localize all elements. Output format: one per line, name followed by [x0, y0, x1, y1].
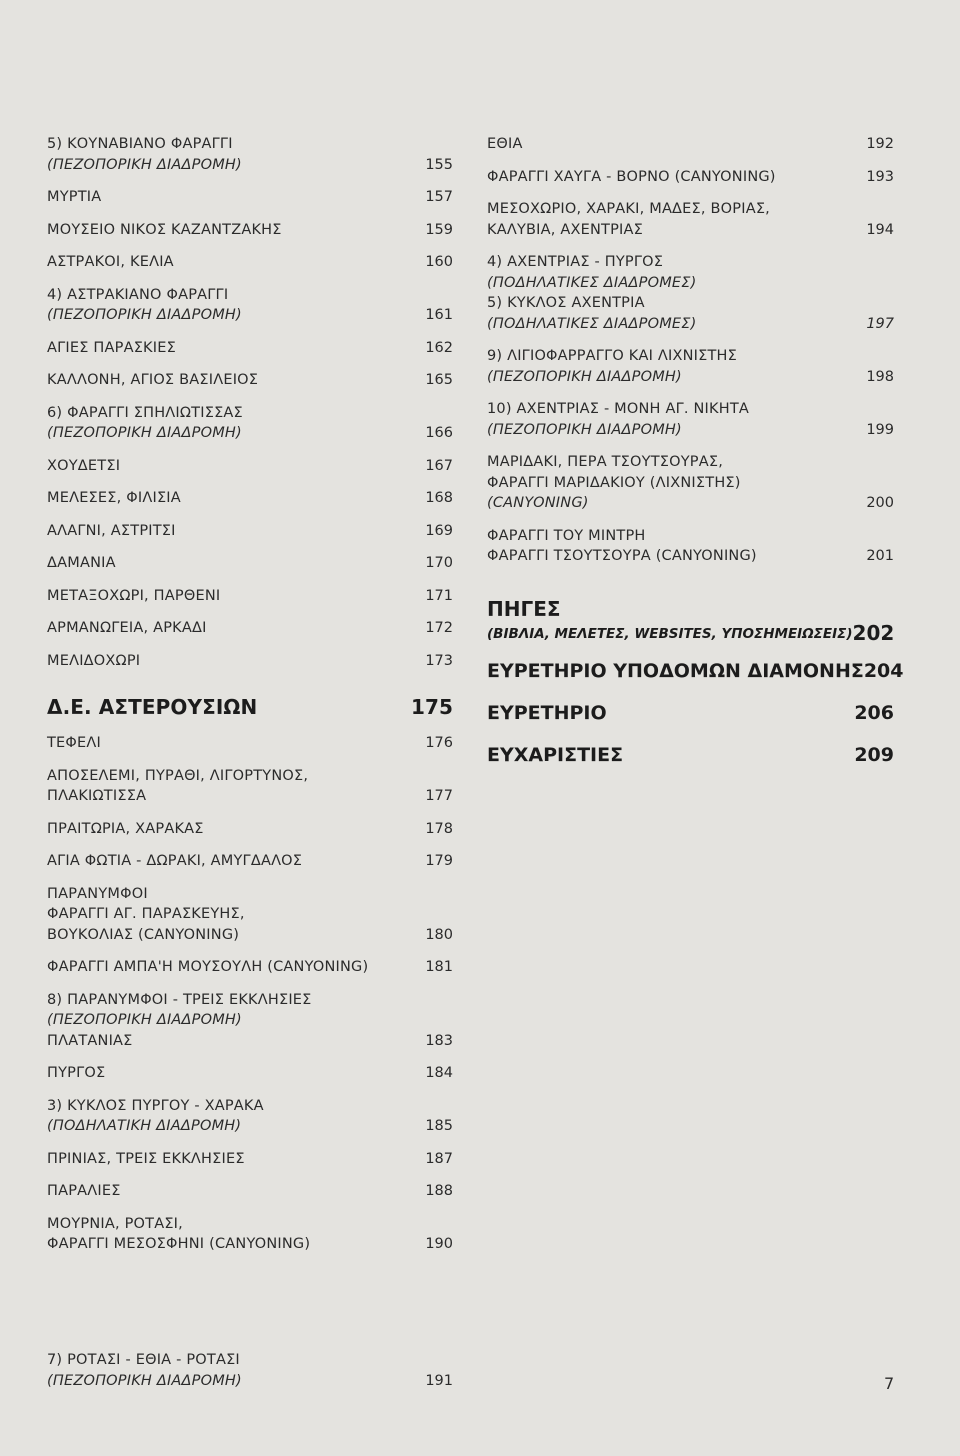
toc-entry-line: ΠΑΡΑΝΥΜΦΟΙ [47, 885, 148, 902]
index-entry-page: 206 [854, 701, 894, 724]
toc-entry-title [47, 1149, 245, 1170]
toc-entry-title [47, 1214, 310, 1255]
toc-entry-page: 157 [425, 189, 453, 205]
toc-entry-page: 166 [425, 425, 453, 441]
toc-entry-title [47, 884, 245, 946]
index-entry-page: 209 [854, 743, 894, 766]
toc-entry [47, 618, 453, 639]
toc-entry-page: 181 [425, 959, 453, 975]
toc-entry-line: (ΠΕΖΟΠΟΡΙΚΗ ΔΙΑΔΡΟΜΗ) [47, 425, 242, 441]
toc-entry [47, 851, 453, 872]
toc-entry-line: (CANYONING) [487, 495, 589, 511]
index-entry-title: ΕΥΧΑΡΙΣΤΙΕΣ [487, 743, 624, 766]
toc-entry-line: 4) ΑΧΕΝΤΡΙΑΣ - ΠΥΡΓΟΣ [487, 254, 664, 270]
toc-entry-line: 7) ΡΟΤΑΣΙ - ΕΘΙΑ - ΡΟΤΑΣΙ [47, 1352, 240, 1368]
toc-entry-line: (ΠΕΖΟΠΟΡΙΚΗ ΔΙΑΔΡΟΜΗ) [47, 1012, 242, 1028]
toc-entry-title [47, 695, 257, 719]
toc-entry-line: ΕΘΙΑ [487, 136, 523, 152]
toc-entry [47, 766, 453, 807]
toc-entry-title [47, 1063, 105, 1084]
toc-entry-title [487, 199, 770, 240]
toc-entry [487, 252, 894, 334]
toc-entry-title [47, 488, 181, 509]
toc-entry [47, 733, 453, 754]
toc-entry [47, 456, 453, 477]
toc-entry-line: ΜΥΡΤΙΑ [47, 189, 102, 205]
toc-entry-line: ΜΕΣΟΧΩΡΙΟ, ΧΑΡΑΚΙ, ΜΑΔΕΣ, ΒΟΡΙΑΣ, [487, 201, 770, 217]
toc-entry-page: 172 [425, 620, 453, 636]
toc-entry-title [487, 452, 741, 514]
toc-entry-line: ΑΛΑΓΝΙ, ΑΣΤΡΙΤΣΙ [47, 522, 176, 539]
toc-entry-page: 194 [866, 221, 894, 238]
toc-entry [47, 990, 453, 1052]
sources-page: 202 [852, 620, 895, 645]
toc-entry-line: 10) ΑΧΕΝΤΡΙΑΣ - ΜΟΝΗ ΑΓ. ΝΙΚΗΤΑ [487, 401, 749, 417]
toc-entry-line: 3) ΚΥΚΛΟΣ ΠΥΡΓΟΥ - ΧΑΡΑΚΑ [47, 1097, 264, 1114]
toc-entry-line: ΜΟΥΡΝΙΑ, ΡΟΤΑΣΙ, [47, 1215, 183, 1232]
toc-entry [47, 220, 453, 241]
toc-entry-page: 165 [425, 372, 453, 388]
toc-entry-line: ΠΑΡΑΛΙΕΣ [47, 1183, 121, 1199]
toc-entry-line: ΦΑΡΑΓΓΙ ΑΜΠΑ'Η ΜΟΥΣΟΥΛΗ (CANYONING) [47, 959, 369, 975]
section-heading [47, 695, 453, 719]
toc-entry-page: 175 [410, 695, 453, 719]
toc-entry-line: ΑΡΜΑΝΩΓΕΙΑ, ΑΡΚΑΔΙ [47, 620, 207, 636]
toc-entry-title [47, 134, 242, 175]
toc-entry [47, 884, 453, 946]
toc-entry-page: 200 [866, 495, 894, 511]
toc-entry-line: ΚΑΛΛΟΝΗ, ΑΓΙΟΣ ΒΑΣΙΛΕΙΟΣ [47, 372, 259, 388]
toc-entry-page: 177 [425, 788, 453, 804]
toc-entry-page: 159 [425, 221, 453, 238]
toc-entry-line: 4) ΑΣΤΡΑΚΙΑΝΟ ΦΑΡΑΓΓΙ [47, 286, 229, 303]
toc-entry-page: 155 [425, 156, 453, 173]
toc-entry-line: ΑΓΙΑ ΦΩΤΙΑ - ΔΩΡΑΚΙ, ΑΜΥΓΔΑΛΟΣ [47, 853, 303, 869]
toc-entry-page: 198 [866, 368, 894, 385]
toc-entry-line: ΑΠΟΣΕΛΕΜΙ, ΠΥΡΑΘΙ, ΛΙΓΟΡΤΥΝΟΣ, [47, 767, 309, 784]
toc-entry-title [47, 220, 282, 241]
toc-entry-page: 183 [425, 1032, 453, 1049]
index-entry [487, 701, 894, 725]
toc-entry-page: 161 [425, 307, 453, 323]
toc-entry-line: 8) ΠΑΡΑΝΥΜΦΟΙ - ΤΡΕΙΣ ΕΚΚΛΗΣΙΕΣ [47, 991, 312, 1008]
toc-entry [487, 399, 894, 440]
toc-entry-page: 199 [866, 421, 894, 438]
sources-section [487, 597, 894, 645]
toc-entry [47, 285, 453, 326]
toc-entry-line: (ΠΕΖΟΠΟΡΙΚΗ ΔΙΑΔΡΟΜΗ) [487, 368, 682, 385]
toc-entry-line: (ΠΕΖΟΠΟΡΙΚΗ ΔΙΑΔΡΟΜΗ) [47, 1372, 242, 1389]
toc-entry [47, 521, 453, 542]
toc-entry-page: 173 [425, 652, 453, 669]
toc-entry-line: ΦΑΡΑΓΓΙ ΤΟΥ ΜΙΝΤΡΗ [487, 527, 646, 544]
toc-entry [47, 1181, 453, 1202]
toc-entry [47, 1350, 453, 1391]
toc-entry-title [47, 957, 368, 978]
toc-entry-line: ΠΡΙΝΙΑΣ, ΤΡΕΙΣ ΕΚΚΛΗΣΙΕΣ [47, 1150, 245, 1167]
toc-entry-line: ΠΛΑΤΑΝΙΑΣ [47, 1032, 133, 1049]
toc-entry-line: (ΠΟΔΗΛΑΤΙΚΕΣ ΔΙΑΔΡΟΜΕΣ) [487, 315, 697, 332]
toc-entry-page: 187 [425, 1150, 453, 1167]
toc-entry-title [47, 819, 204, 840]
toc-entry-page: 191 [425, 1372, 453, 1389]
toc-entry-title [47, 586, 220, 607]
toc-entry-title [47, 618, 207, 639]
sources-subtitle: (ΒΙΒΛΙΑ, ΜΕΛΕΤΕΣ, WEBSITES, ΥΠΟΣΗΜΕΙΩΣΕΙΣ) [487, 625, 853, 642]
index-entry [487, 743, 894, 767]
toc-entry-line: ΜΟΥΣΕΙΟ ΝΙΚΟΣ ΚΑΖΑΝΤΖΑΚΗΣ [47, 221, 282, 238]
toc-entry-line: ΒΟΥΚΟΛΙΑΣ (CANYONING) [47, 926, 240, 943]
toc-entry [47, 134, 453, 175]
toc-entry [47, 488, 453, 509]
toc-entry-line: ΑΓΙΕΣ ΠΑΡΑΣΚΙΕΣ [47, 339, 176, 356]
page-number: 7 [884, 1374, 895, 1393]
toc-entry [487, 199, 894, 240]
toc-entry-line: 5) ΚΟΥΝΑΒΙΑΝΟ ΦΑΡΑΓΓΙ [47, 136, 233, 152]
toc-entry-title [47, 1350, 242, 1391]
toc-entry-page: 171 [425, 587, 453, 604]
toc-entry-title [487, 346, 737, 387]
toc-entry-line: ΠΡΑΙΤΩΡΙΑ, ΧΑΡΑΚΑΣ [47, 820, 204, 837]
toc-entry-page: 193 [866, 168, 894, 185]
toc-entry-page: 201 [866, 548, 894, 564]
toc-entry-title [47, 252, 174, 273]
toc-entry-line: ΑΣΤΡΑΚΟΙ, ΚΕΛΙΑ [47, 254, 174, 270]
toc-entry-line: ΦΑΡΑΓΓΙ ΜΕΣΟΣΦΗΝΙ (CANYONING) [47, 1236, 311, 1252]
toc-entry-title [487, 399, 749, 440]
toc-entry-line: ΧΟΥΔΕΤΣΙ [47, 457, 121, 474]
toc-entry [47, 187, 453, 208]
toc-entry [47, 1063, 453, 1084]
toc-entry-title [47, 1181, 121, 1202]
toc-entry-line: ΠΛΑΚΙΩΤΙΣΣΑ [47, 788, 147, 804]
toc-entry-page: 170 [425, 555, 453, 571]
toc-entry-line: (ΠΕΖΟΠΟΡΙΚΗ ΔΙΑΔΡΟΜΗ) [47, 156, 242, 173]
toc-entry [487, 452, 894, 514]
toc-entry-line: 9) ΛΙΓΙΟΦΑΡΡΑΓΓΟ ΚΑΙ ΛΙΧΝΙΣΤΗΣ [487, 348, 738, 364]
toc-entry-title [47, 766, 308, 807]
toc-entry-line: 6) ΦΑΡΑΓΓΙ ΣΠΗΛΙΩΤΙΣΣΑΣ [47, 404, 243, 421]
toc-entry-title [47, 733, 101, 754]
toc-entry-line: 5) ΚΥΚΛΟΣ ΑΧΕΝΤΡΙΑ [487, 295, 645, 311]
toc-entry-page: 176 [425, 735, 453, 751]
toc-entry-title [487, 167, 776, 188]
toc-entry-title [47, 651, 140, 672]
toc-entry [487, 167, 894, 188]
toc-entry-line: ΜΕΛΕΣΕΣ, ΦΙΛΙΣΙΑ [47, 490, 181, 506]
toc-entry-page: 184 [425, 1065, 453, 1081]
toc-entry-page: 190 [425, 1236, 453, 1252]
toc-entry-page: 167 [425, 457, 453, 474]
toc-entry-line: ΦΑΡΑΓΓΙ ΤΣΟΥΤΣΟΥΡΑ (CANYONING) [487, 548, 757, 564]
toc-entry-title [47, 338, 176, 359]
toc-entry-line: ΤΕΦΕΛΙ [47, 735, 101, 751]
toc-left-bottom [47, 1350, 453, 1403]
toc-entry-title [47, 285, 242, 326]
toc-entry-title [47, 851, 302, 872]
toc-left-column [47, 134, 453, 1267]
toc-entry-line: ΦΑΡΑΓΓΙ ΧΑΥΓΑ - ΒΟΡΝΟ (CANYONING) [487, 168, 776, 185]
toc-entry [487, 346, 894, 387]
toc-entry [47, 403, 453, 444]
toc-entry-page: 192 [866, 136, 894, 152]
toc-entry-line: ΔΑΜΑΝΙΑ [47, 555, 116, 571]
toc-entry [47, 1096, 453, 1137]
toc-entry-title [487, 526, 757, 567]
toc-entry-page: 162 [425, 339, 453, 356]
toc-entry [47, 586, 453, 607]
toc-entry-title [47, 553, 116, 574]
toc-right-entries [487, 134, 894, 567]
toc-entry-line: ΠΥΡΓΟΣ [47, 1065, 106, 1081]
toc-entry-page: 169 [425, 522, 453, 539]
toc-entry-line: ΦΑΡΑΓΓΙ ΜΑΡΙΔΑΚΙΟΥ (ΛΙΧΝΙΣΤΗΣ) [487, 474, 741, 491]
toc-entry [47, 370, 453, 391]
toc-right-column [487, 134, 904, 785]
index-entry-title: ΕΥΡΕΤΗΡΙΟ ΥΠΟΔΟΜΩΝ ΔΙΑΜΟΝΗΣ [487, 659, 864, 682]
toc-entry-line: (ΠΟΔΗΛΑΤΙΚΕΣ ΔΙΑΔΡΟΜΕΣ) [487, 274, 697, 291]
toc-entry-title [47, 456, 120, 477]
toc-entry-title [47, 403, 243, 444]
toc-entry-page: 168 [425, 490, 453, 506]
toc-entry [47, 819, 453, 840]
toc-entry-title [47, 521, 176, 542]
toc-entry-page: 179 [425, 853, 453, 869]
toc-index-entries [487, 659, 904, 767]
toc-entry-line: ΦΑΡΑΓΓΙ ΑΓ. ΠΑΡΑΣΚΕΥΗΣ, [47, 906, 245, 922]
toc-entry-page: 178 [425, 820, 453, 837]
toc-entry-title [47, 370, 258, 391]
toc-entry-page: 185 [425, 1118, 453, 1134]
toc-entry-line: (ΠΕΖΟΠΟΡΙΚΗ ΔΙΑΔΡΟΜΗ) [487, 421, 682, 438]
toc-entry [47, 1149, 453, 1170]
toc-entry-title [487, 252, 697, 334]
toc-entry-line: (ΠΕΖΟΠΟΡΙΚΗ ΔΙΑΔΡΟΜΗ) [47, 307, 242, 323]
toc-entry-page: 180 [425, 926, 453, 943]
toc-entry [487, 134, 894, 155]
toc-entry-page: 160 [425, 254, 453, 270]
toc-entry-line: ΚΑΛΥΒΙΑ, ΑΧΕΝΤΡΙΑΣ [487, 221, 643, 238]
toc-entry-line: ΜΑΡΙΔΑΚΙ, ΠΕΡΑ ΤΣΟΥΤΣΟΥΡΑΣ, [487, 454, 724, 470]
toc-entry-line: ΜΕΛΙΔΟΧΩΡΙ [47, 652, 141, 669]
toc-entry-title [47, 990, 312, 1052]
toc-entry [47, 553, 453, 574]
toc-entry [47, 338, 453, 359]
toc-entry [47, 1214, 453, 1255]
toc-entry-line: ΜΕΤΑΞΟΧΩΡΙ, ΠΑΡΘΕΝΙ [47, 587, 221, 604]
toc-entry [47, 957, 453, 978]
index-entry-page: 204 [863, 659, 904, 682]
toc-entry-title [487, 134, 523, 155]
toc-entry-line: (ΠΟΔΗΛΑΤΙΚΗ ΔΙΑΔΡΟΜΗ) [47, 1118, 242, 1134]
index-entry-title: ΕΥΡΕΤΗΡΙΟ [487, 701, 607, 724]
toc-entry [47, 252, 453, 273]
toc-entry-title [47, 1096, 264, 1137]
toc-entry [47, 651, 453, 672]
toc-entry-page: 197 [866, 315, 894, 332]
sources-title: ΠΗΓΕΣ [487, 596, 561, 621]
toc-entry-line: Δ.Ε. ΑΣΤΕΡΟΥΣΙΩΝ [47, 695, 258, 719]
index-entry [487, 659, 904, 683]
toc-entry-title [47, 187, 101, 208]
toc-entry-page: 188 [425, 1183, 453, 1199]
toc-entry [487, 526, 894, 567]
